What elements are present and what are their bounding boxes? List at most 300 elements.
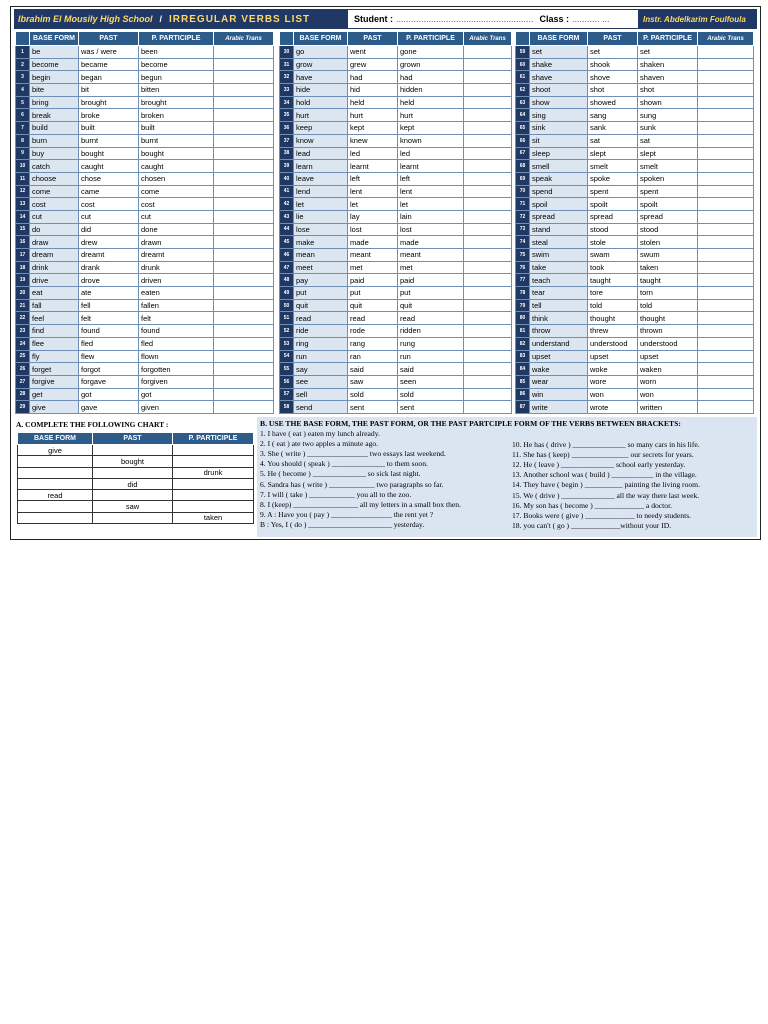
- verb-row: [516, 249, 754, 262]
- verb-past: understood: [588, 337, 638, 350]
- verb-participle: dreamt: [139, 249, 214, 262]
- participle-header: P. PARTICIPLE: [638, 32, 698, 46]
- verb-participle: gone: [398, 46, 464, 59]
- verb-row: [16, 337, 274, 350]
- verb-participle: come: [139, 185, 214, 198]
- verb-past: forgot: [79, 363, 139, 376]
- arabic-trans-cell[interactable]: [214, 236, 274, 249]
- exercise-sentence[interactable]: 6. Sandra has ( write ) ____________ two paragraphs so far.: [260, 479, 444, 489]
- arabic-trans-cell[interactable]: [464, 134, 512, 147]
- arabic-trans-cell[interactable]: [464, 337, 512, 350]
- verb-row: [516, 109, 754, 122]
- verb-participle: bought: [139, 147, 214, 160]
- verb-past: spent: [588, 185, 638, 198]
- arabic-trans-cell[interactable]: [214, 185, 274, 198]
- arabic-trans-cell[interactable]: [698, 375, 754, 388]
- arabic-trans-cell[interactable]: [698, 160, 754, 173]
- verb-participle: shaken: [638, 58, 698, 71]
- verb-participle: brought: [139, 96, 214, 109]
- exercise-sentence[interactable]: 9. A : Have you ( pay ) ________________ the rent yet ?: [260, 509, 434, 519]
- verb-base: spend: [530, 185, 588, 198]
- verb-row: [16, 274, 274, 287]
- verb-base: draw: [30, 236, 79, 249]
- arabic-trans-cell[interactable]: [698, 249, 754, 262]
- verb-participle: sent: [398, 401, 464, 414]
- verb-past: saw: [348, 375, 398, 388]
- verb-row: [280, 325, 512, 338]
- arabic-trans-cell[interactable]: [698, 261, 754, 274]
- arabic-trans-cell[interactable]: [214, 96, 274, 109]
- exercise-sentence[interactable]: 7. I will ( take ) ____________ you all to the zoo.: [260, 489, 412, 499]
- verb-base: set: [530, 46, 588, 59]
- chart-blank-cell[interactable]: [18, 467, 93, 478]
- student-label: Student :: [354, 14, 393, 24]
- arabic-trans-cell[interactable]: [698, 388, 754, 401]
- verb-row: [16, 198, 274, 211]
- chart-row: [18, 478, 254, 489]
- verb-past: drew: [79, 236, 139, 249]
- verb-base: find: [30, 325, 79, 338]
- arabic-trans-cell[interactable]: [214, 147, 274, 160]
- chart-blank-cell[interactable]: [93, 490, 173, 501]
- verb-past: left: [348, 172, 398, 185]
- arabic-trans-cell[interactable]: [698, 350, 754, 363]
- arabic-trans-cell[interactable]: [214, 109, 274, 122]
- arabic-trans-cell[interactable]: [214, 46, 274, 59]
- arabic-trans-cell[interactable]: [464, 401, 512, 414]
- verb-number: 48: [280, 274, 294, 287]
- verb-row: [280, 401, 512, 414]
- verb-row: [16, 46, 274, 59]
- chart-blank-cell[interactable]: [93, 467, 173, 478]
- chart-given-cell: drunk: [173, 467, 254, 478]
- chart-blank-cell[interactable]: [173, 490, 254, 501]
- arabic-trans-cell[interactable]: [698, 96, 754, 109]
- exercise-sentence[interactable]: 5. He ( become ) ______________ so sick last night.: [260, 469, 421, 479]
- school-banner: [14, 9, 347, 29]
- verb-row: [280, 134, 512, 147]
- chart-blank-cell[interactable]: [18, 512, 93, 523]
- verb-past: had: [348, 71, 398, 84]
- verb-number: 56: [280, 375, 294, 388]
- arabic-trans-cell[interactable]: [214, 134, 274, 147]
- verb-number: 77: [516, 274, 530, 287]
- arabic-trans-cell[interactable]: [464, 198, 512, 211]
- verb-row: [16, 236, 274, 249]
- verb-row: [280, 46, 512, 59]
- verb-participle: led: [398, 147, 464, 160]
- verb-row: [516, 299, 754, 312]
- verb-row: [516, 122, 754, 135]
- verb-participle: cut: [139, 210, 214, 223]
- verb-past: brought: [79, 96, 139, 109]
- verb-row: [280, 249, 512, 262]
- verb-number: 34: [280, 96, 294, 109]
- arabic-trans-cell[interactable]: [464, 350, 512, 363]
- arabic-trans-cell[interactable]: [464, 363, 512, 376]
- verb-participle: run: [398, 350, 464, 363]
- arabic-trans-cell[interactable]: [698, 134, 754, 147]
- verb-past: led: [348, 147, 398, 160]
- arabic-trans-cell[interactable]: [464, 160, 512, 173]
- verb-row: [280, 337, 512, 350]
- arabic-trans-cell[interactable]: [698, 198, 754, 211]
- chart-blank-cell[interactable]: [173, 456, 254, 467]
- verb-row: [516, 134, 754, 147]
- arabic-trans-cell[interactable]: [698, 363, 754, 376]
- verb-table-2: [279, 31, 512, 414]
- arabic-trans-cell[interactable]: [698, 299, 754, 312]
- verb-past: put: [348, 287, 398, 300]
- chart-blank-cell[interactable]: [93, 445, 173, 456]
- arabic-trans-cell[interactable]: [464, 236, 512, 249]
- verb-base: tear: [530, 287, 588, 300]
- arabic-trans-cell[interactable]: [464, 210, 512, 223]
- arabic-trans-cell[interactable]: [464, 58, 512, 71]
- verb-past: swam: [588, 249, 638, 262]
- arabic-trans-cell[interactable]: [214, 58, 274, 71]
- verb-base: lead: [294, 147, 348, 160]
- verb-participle: got: [139, 388, 214, 401]
- arabic-trans-cell[interactable]: [214, 363, 274, 376]
- verb-participle: smelt: [638, 160, 698, 173]
- arabic-trans-cell[interactable]: [698, 223, 754, 236]
- verb-row: [280, 122, 512, 135]
- verb-number: 8: [16, 134, 30, 147]
- arabic-trans-cell[interactable]: [214, 350, 274, 363]
- verb-number: 11: [16, 172, 30, 185]
- verb-past: chose: [79, 172, 139, 185]
- verb-past: lent: [348, 185, 398, 198]
- arabic-trans-cell[interactable]: [214, 312, 274, 325]
- arabic-trans-cell[interactable]: [698, 109, 754, 122]
- sheet-title: IRREGULAR VERBS LIST: [169, 13, 311, 25]
- verb-number: 42: [280, 198, 294, 211]
- number-header: [516, 32, 530, 46]
- exercise-sentence[interactable]: 1. I have ( eat ) eaten my lunch already.: [260, 429, 380, 439]
- arabic-trans-cell[interactable]: [214, 172, 274, 185]
- verb-participle: begun: [139, 71, 214, 84]
- verb-base: wear: [530, 375, 588, 388]
- verb-row: [16, 134, 274, 147]
- verb-past: smelt: [588, 160, 638, 173]
- school-name: Ibrahim El Mousily High School: [18, 14, 153, 24]
- verb-participle: held: [398, 96, 464, 109]
- exercise-sentence[interactable]: 16. My son has ( become ) _____________ a doctor.: [512, 500, 673, 510]
- verb-number: 3: [16, 71, 30, 84]
- verb-base: bring: [30, 96, 79, 109]
- verb-number: 68: [516, 160, 530, 173]
- arabic-trans-cell[interactable]: [464, 325, 512, 338]
- verb-table-3: [515, 31, 754, 414]
- exercise-left-column: [260, 429, 512, 531]
- verb-number: 49: [280, 287, 294, 300]
- arabic-trans-cell[interactable]: [464, 375, 512, 388]
- verb-past: woke: [588, 363, 638, 376]
- verb-past: took: [588, 261, 638, 274]
- arabic-trans-cell[interactable]: [214, 325, 274, 338]
- exercise-sentence[interactable]: 8. I (keep) _________________ all my letters in a small box then.: [260, 499, 461, 509]
- arabic-trans-cell[interactable]: [464, 109, 512, 122]
- exercise-sentence[interactable]: 11. She has ( keep) _______________ our secrets for years.: [512, 450, 694, 460]
- verb-base: teach: [530, 274, 588, 287]
- verb-row: [280, 261, 512, 274]
- arabic-trans-cell[interactable]: [698, 58, 754, 71]
- arabic-trans-cell[interactable]: [698, 236, 754, 249]
- verb-past: set: [588, 46, 638, 59]
- chart-blank-cell[interactable]: [93, 512, 173, 523]
- arabic-trans-cell[interactable]: [464, 172, 512, 185]
- arabic-trans-cell[interactable]: [214, 261, 274, 274]
- arabic-trans-cell[interactable]: [464, 388, 512, 401]
- verb-past: spoke: [588, 172, 638, 185]
- verb-row: [280, 210, 512, 223]
- arabic-trans-cell[interactable]: [214, 274, 274, 287]
- chart-blank-cell[interactable]: [173, 501, 254, 512]
- verb-row: [280, 172, 512, 185]
- verb-participle: waken: [638, 363, 698, 376]
- arabic-trans-cell[interactable]: [464, 46, 512, 59]
- verb-number: 9: [16, 147, 30, 160]
- verb-number: 69: [516, 172, 530, 185]
- arabic-trans-cell[interactable]: [464, 122, 512, 135]
- chart-header-participle: P. PARTICIPLE: [173, 433, 254, 445]
- chart-blank-cell[interactable]: [18, 501, 93, 512]
- verb-number: 72: [516, 210, 530, 223]
- verb-number: 24: [16, 337, 30, 350]
- verb-number: 12: [16, 185, 30, 198]
- verb-number: 46: [280, 249, 294, 262]
- verb-participle: fled: [139, 337, 214, 350]
- arabic-trans-cell[interactable]: [464, 312, 512, 325]
- verb-base: pay: [294, 274, 348, 287]
- verb-base: tell: [530, 299, 588, 312]
- exercise-sentence[interactable]: 12. He ( leave ) ______________ school early yesterday.: [512, 460, 686, 470]
- chart-header-past: PAST: [93, 433, 173, 445]
- verb-base: get: [30, 388, 79, 401]
- arabic-trans-cell[interactable]: [464, 274, 512, 287]
- arabic-trans-cell[interactable]: [214, 299, 274, 312]
- arabic-trans-cell[interactable]: [698, 401, 754, 414]
- section-b-title: B. USE THE BASE FORM, THE PAST FORM, OR THE PAST PARTCIPLE FORM OF THE VERBS BETWEEN BRACKETS:: [260, 419, 681, 428]
- verb-past: forgave: [79, 375, 139, 388]
- chart-row: [18, 445, 254, 456]
- base-form-header: BASE FORM: [30, 32, 79, 46]
- verb-base: be: [30, 46, 79, 59]
- verb-row: [16, 185, 274, 198]
- verb-number: 25: [16, 350, 30, 363]
- arabic-trans-cell[interactable]: [464, 71, 512, 84]
- chart-row: [18, 456, 254, 467]
- verb-number: 54: [280, 350, 294, 363]
- verb-base: fly: [30, 350, 79, 363]
- verb-base: cost: [30, 198, 79, 211]
- arabic-trans-cell[interactable]: [698, 71, 754, 84]
- arabic-trans-cell[interactable]: [214, 84, 274, 97]
- arabic-trans-cell[interactable]: [464, 261, 512, 274]
- separator: /: [159, 14, 163, 24]
- verb-past: knew: [348, 134, 398, 147]
- chart-blank-cell[interactable]: [18, 478, 93, 489]
- verb-base: hold: [294, 96, 348, 109]
- verb-row: [516, 58, 754, 71]
- verb-base: catch: [30, 160, 79, 173]
- verb-number: 63: [516, 96, 530, 109]
- chart-blank-cell[interactable]: [173, 478, 254, 489]
- verb-row: [16, 401, 274, 414]
- verb-number: 37: [280, 134, 294, 147]
- verb-row: [16, 71, 274, 84]
- verb-past: was / were: [79, 46, 139, 59]
- verb-past: got: [79, 388, 139, 401]
- arabic-trans-cell[interactable]: [698, 325, 754, 338]
- verb-row: [16, 312, 274, 325]
- arabic-trans-cell[interactable]: [214, 287, 274, 300]
- verb-participle: bitten: [139, 84, 214, 97]
- arabic-trans-cell[interactable]: [464, 223, 512, 236]
- arabic-trans-cell[interactable]: [698, 172, 754, 185]
- arabic-trans-cell[interactable]: [214, 160, 274, 173]
- verb-past: bought: [79, 147, 139, 160]
- arabic-trans-cell[interactable]: [698, 122, 754, 135]
- verb-base: spoil: [530, 198, 588, 211]
- arabic-trans-cell[interactable]: [464, 147, 512, 160]
- arabic-trans-cell[interactable]: [214, 249, 274, 262]
- exercise-sentence[interactable]: 14. They have ( begin ) __________ painting the living room.: [512, 480, 700, 490]
- exercise-sentence[interactable]: B : Yes, I ( do ) ______________________ yesterday.: [260, 519, 425, 529]
- verb-past: grew: [348, 58, 398, 71]
- verb-row: [16, 210, 274, 223]
- verb-past: wore: [588, 375, 638, 388]
- arabic-trans-cell[interactable]: [698, 287, 754, 300]
- exercise-sentence[interactable]: 18. you can't ( go ) _____________without your ID.: [512, 520, 672, 530]
- verb-participle: learnt: [398, 160, 464, 173]
- chart-given-cell: did: [93, 478, 173, 489]
- verb-number: 80: [516, 312, 530, 325]
- verb-base: forgive: [30, 375, 79, 388]
- verb-number: 74: [516, 236, 530, 249]
- exercise-sentence[interactable]: 17. Books were ( give ) _____________ to needy students.: [512, 510, 692, 520]
- verb-past: ate: [79, 287, 139, 300]
- arabic-trans-cell[interactable]: [464, 299, 512, 312]
- verb-base: spread: [530, 210, 588, 223]
- arabic-trans-cell[interactable]: [464, 84, 512, 97]
- arabic-trans-cell[interactable]: [214, 223, 274, 236]
- complete-chart: [17, 432, 254, 524]
- participle-header: P. PARTICIPLE: [139, 32, 214, 46]
- verb-participle: been: [139, 46, 214, 59]
- arabic-trans-cell[interactable]: [214, 122, 274, 135]
- verb-number: 31: [280, 58, 294, 71]
- exercise-sentence[interactable]: 3. She ( write ) ________________ two essays last weekend.: [260, 449, 446, 459]
- verb-number: 30: [280, 46, 294, 59]
- exercise-sentence[interactable]: 4. You should ( speak ) ______________ to them soon.: [260, 459, 428, 469]
- verb-participle: become: [139, 58, 214, 71]
- arabic-trans-header: Arabic Trans: [698, 32, 754, 46]
- arabic-trans-cell[interactable]: [214, 337, 274, 350]
- exercise-sentence[interactable]: 10. He has ( drive ) ______________ so many cars in his life.: [512, 440, 700, 450]
- verb-past: drove: [79, 274, 139, 287]
- verb-row: [516, 172, 754, 185]
- verb-row: [16, 147, 274, 160]
- arabic-trans-cell[interactable]: [464, 185, 512, 198]
- verb-number: 78: [516, 287, 530, 300]
- arabic-trans-cell[interactable]: [698, 147, 754, 160]
- verb-past: bit: [79, 84, 139, 97]
- verb-participle: stolen: [638, 236, 698, 249]
- arabic-trans-cell[interactable]: [214, 198, 274, 211]
- arabic-trans-cell[interactable]: [464, 249, 512, 262]
- arabic-trans-cell[interactable]: [698, 312, 754, 325]
- verb-row: [280, 236, 512, 249]
- chart-blank-cell[interactable]: [173, 445, 254, 456]
- verb-base: say: [294, 363, 348, 376]
- class-blank[interactable]: ........... ...: [572, 14, 610, 24]
- verb-row: [516, 287, 754, 300]
- verb-base: swim: [530, 249, 588, 262]
- verb-base: think: [530, 312, 588, 325]
- verb-number: 85: [516, 375, 530, 388]
- arabic-trans-cell[interactable]: [698, 185, 754, 198]
- arabic-trans-cell[interactable]: [214, 375, 274, 388]
- student-name-blank[interactable]: .......................................................: [396, 14, 534, 24]
- verb-past: slept: [588, 147, 638, 160]
- arabic-trans-cell[interactable]: [464, 96, 512, 109]
- exercise-sentence[interactable]: 13. Another school was ( build ) ___________ in the village.: [512, 470, 697, 480]
- verb-number: 16: [16, 236, 30, 249]
- verb-row: [16, 122, 274, 135]
- chart-blank-cell[interactable]: [18, 456, 93, 467]
- verb-past: became: [79, 58, 139, 71]
- arabic-trans-cell[interactable]: [698, 84, 754, 97]
- exercise-sentence[interactable]: 2. I ( eat ) ate two apples a minute ago.: [260, 439, 379, 449]
- verb-base: drive: [30, 274, 79, 287]
- arabic-trans-cell[interactable]: [214, 401, 274, 414]
- verb-number: 79: [516, 299, 530, 312]
- verb-base: send: [294, 401, 348, 414]
- verb-row: [16, 261, 274, 274]
- arabic-trans-cell[interactable]: [214, 71, 274, 84]
- verb-participle: spoilt: [638, 198, 698, 211]
- verb-base: stand: [530, 223, 588, 236]
- verb-participle: sung: [638, 109, 698, 122]
- arabic-trans-cell[interactable]: [698, 46, 754, 59]
- verb-row: [280, 223, 512, 236]
- exercise-sentence[interactable]: 15. We ( drive ) ______________ all the way there last week.: [512, 490, 700, 500]
- arabic-trans-cell[interactable]: [698, 210, 754, 223]
- verb-row: [16, 223, 274, 236]
- verb-number: 59: [516, 46, 530, 59]
- arabic-trans-cell[interactable]: [214, 388, 274, 401]
- verb-row: [280, 375, 512, 388]
- verb-number: 73: [516, 223, 530, 236]
- arabic-trans-cell[interactable]: [698, 274, 754, 287]
- verb-participle: written: [638, 401, 698, 414]
- verb-participle: let: [398, 198, 464, 211]
- arabic-trans-cell[interactable]: [698, 337, 754, 350]
- verb-row: [16, 350, 274, 363]
- verb-past: shook: [588, 58, 638, 71]
- verb-participle: sat: [638, 134, 698, 147]
- chart-given-cell: read: [18, 490, 93, 501]
- arabic-trans-header: Arabic Trans: [214, 32, 274, 46]
- arabic-trans-cell[interactable]: [214, 210, 274, 223]
- verb-base: sink: [530, 122, 588, 135]
- verb-participle: taken: [638, 261, 698, 274]
- arabic-trans-cell[interactable]: [464, 287, 512, 300]
- verb-participle: put: [398, 287, 464, 300]
- verb-past: dreamt: [79, 249, 139, 262]
